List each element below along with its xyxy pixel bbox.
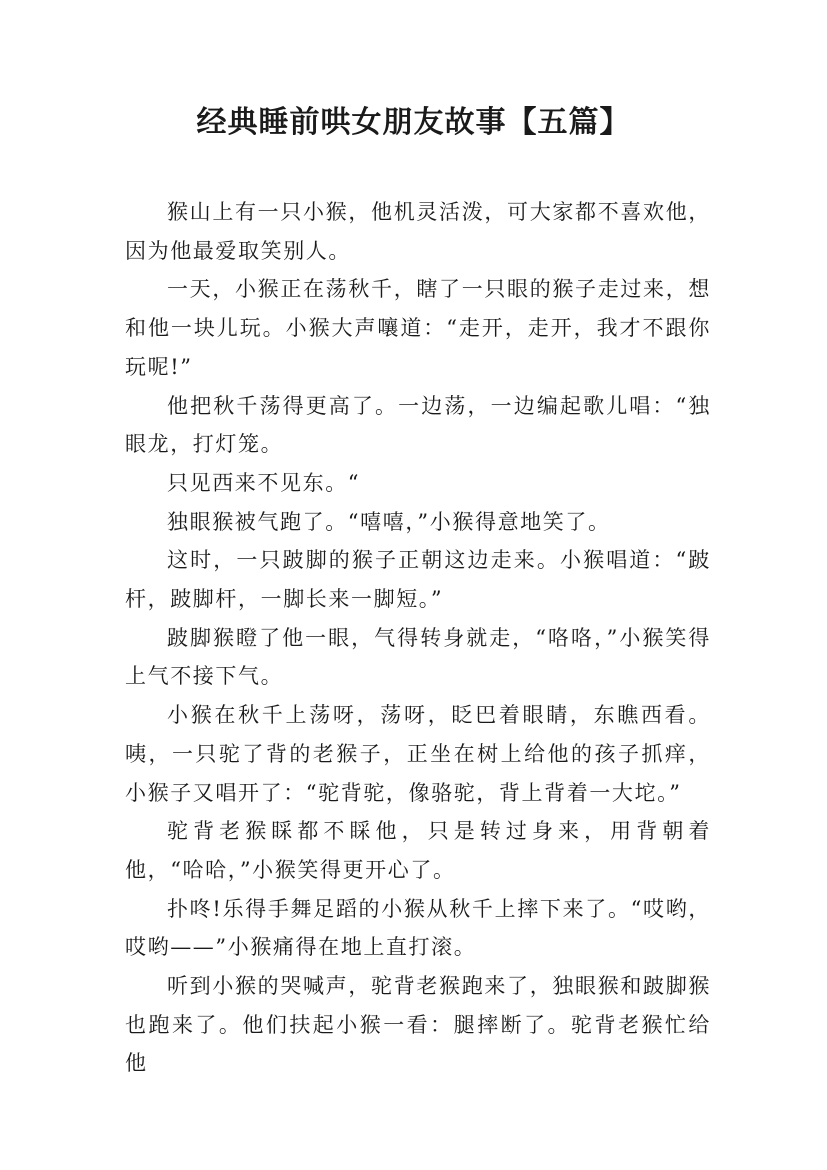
paragraph: 猴山上有一只小猴，他机灵活泼，可大家都不喜欢他，因为他最爱取笑别人。: [125, 200, 711, 263]
story-body: [125, 193, 711, 1083]
paragraph: 跛脚猴瞪了他一眼，气得转身就走，“咯咯，”小猴笑得上气不接下气。: [125, 625, 711, 689]
paragraph: 驼背老猴睬都不睬他，只是转过身来，用背朝着他，“哈哈，”小猴笑得更开心了。: [125, 819, 711, 882]
paragraph: 小猴在秋千上荡呀，荡呀，眨巴着眼睛，东瞧西看。咦，一只驼了背的老猴子，正坐在树上给他的孩子抓痒，小猴子又唱开了：“驼背驼，像骆驼，背上背着一大坨。”: [125, 703, 711, 805]
paragraph: 独眼猴被气跑了。“嘻嘻，”小猴得意地笑了。: [167, 509, 611, 534]
paragraph: 只见西来不见东。“: [167, 470, 361, 495]
paragraph: 听到小猴的哭喊声，驼背老猴跑来了，独眼猴和跛脚猴也跑来了。他们扶起小猴一看：腿摔断了。驼背老猴忙给他: [125, 974, 711, 1076]
paragraph: 他把秋千荡得更高了。一边荡，一边编起歌儿唱：“独眼龙，打灯笼。: [125, 393, 711, 457]
paragraph: 一天，小猴正在荡秋千，瞎了一只眼的猴子走过来，想和他一块儿玩。小猴大声嚷道：“走开，走开，我才不跟你玩呢!”: [125, 277, 711, 379]
paragraph: 扑咚!乐得手舞足蹈的小猴从秋千上摔下来了。“哎哟，哎哟——”小猴痛得在地上直打滚。: [125, 896, 711, 960]
paragraph: 这时，一只跛脚的猴子正朝这边走来。小猴唱道：“跛杆，跛脚杆，一脚长来一脚短。”: [125, 548, 711, 612]
document-title: 经典睡前哄女朋友故事【五篇】: [196, 105, 631, 140]
